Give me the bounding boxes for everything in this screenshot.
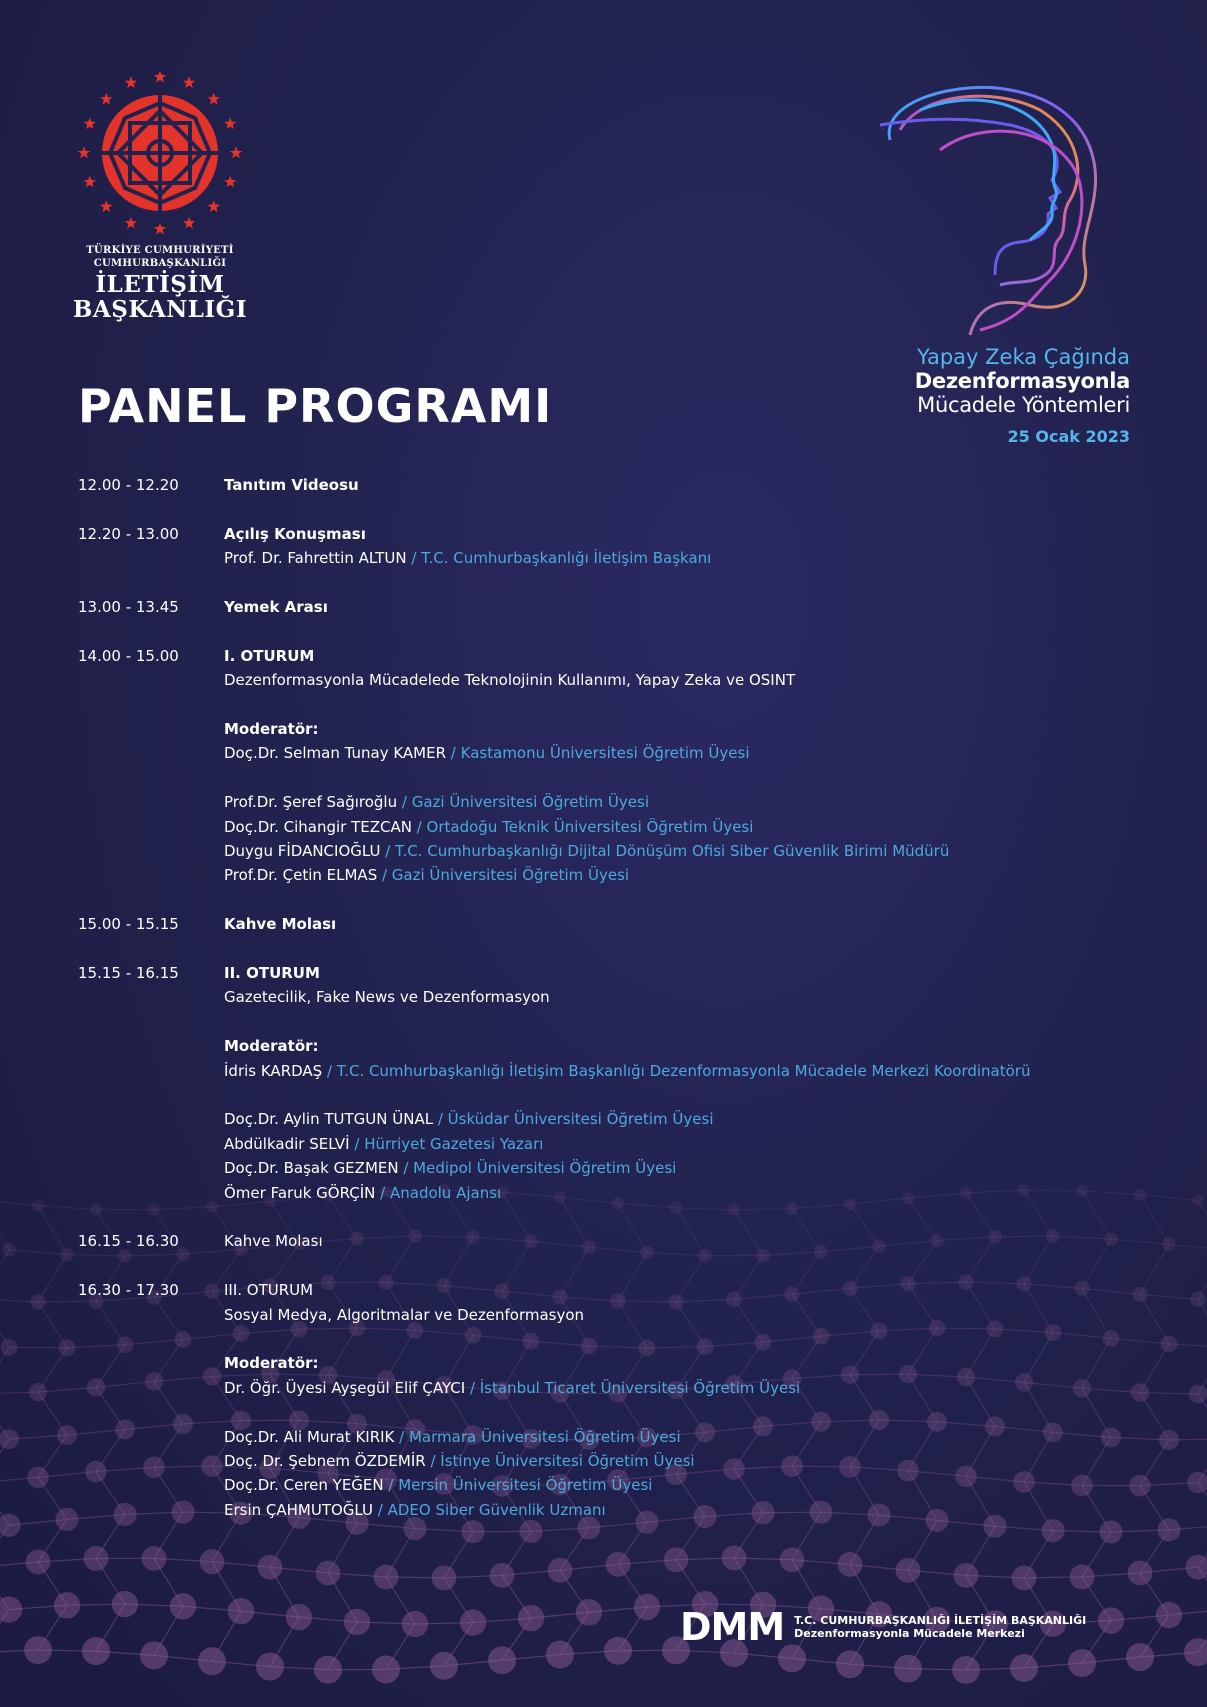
- emblem-star-icon: [125, 217, 137, 229]
- speaker-name: Prof.Dr. Şeref Sağıroğlu: [224, 793, 398, 812]
- session-title: III. OTURUM: [224, 1281, 314, 1300]
- speaker-line: [224, 1132, 1158, 1156]
- speaker-line: [224, 1156, 1158, 1180]
- speaker-role: / Anadolu Ajansı: [375, 1183, 502, 1202]
- emblem-star-icon: [84, 176, 96, 188]
- moderator-label: Moderatör:: [224, 720, 319, 738]
- emblem-star-icon: [208, 200, 220, 212]
- event-title-line-3: Mücadele Yöntemleri: [917, 393, 1130, 417]
- speaker-role: / Üsküdar Üniversitesi Öğretim Üyesi: [433, 1110, 714, 1129]
- session-title: I. OTURUM: [224, 646, 315, 665]
- moderator-name: Dr. Öğr. Üyesi Ayşegül Elif ÇAYCI: [224, 1378, 466, 1397]
- face-profile-icon: [880, 80, 1130, 340]
- speaker-name: Ersin ÇAHMUTOĞLU: [224, 1500, 374, 1519]
- iletisim-baskanligi-logo: [70, 68, 250, 322]
- speaker-name: Prof. Dr. Fahrettin ALTUN: [224, 549, 407, 568]
- moderator-role: / Kastamonu Üniversitesi Öğretim Üyesi: [446, 744, 750, 763]
- speaker-role: / Marmara Üniversitesi Öğretim Üyesi: [394, 1427, 681, 1446]
- session-subtitle: Dezenformasyonla Mücadelede Teknolojinin Kullanımı, Yapay Zeka ve OSINT: [224, 671, 796, 690]
- speaker-line: [224, 1449, 1158, 1473]
- emblem-star-icon: [224, 176, 236, 188]
- program-slot: [78, 912, 1158, 936]
- slot-time: 13.00 - 13.45: [78, 598, 179, 616]
- speaker-line: [224, 1181, 1158, 1205]
- slot-title: Kahve Molası: [224, 915, 337, 934]
- slot-time: 12.20 - 13.00: [78, 524, 179, 543]
- speaker-name: Doç.Dr. Aylin TUTGUN ÜNAL: [224, 1110, 434, 1129]
- presidency-emblem-icon: [75, 68, 245, 238]
- speaker-role: / T.C. Cumhurbaşkanlığı Dijital Dönüşüm Ofisi Siber Güvenlik Birimi Müdürü: [380, 842, 950, 861]
- emblem-star-icon: [230, 147, 242, 159]
- moderator-name: İdris KARDAŞ: [224, 1061, 323, 1080]
- dmm-logo: DMM: [680, 1605, 785, 1649]
- moderator-name: Doç.Dr. Selman Tunay KAMER: [224, 744, 447, 763]
- moderator-line: [224, 1059, 1158, 1083]
- emblem-star-icon: [183, 217, 195, 229]
- program-slot: [78, 473, 1158, 497]
- speaker-line: [224, 815, 1158, 839]
- program-slot: [78, 1278, 1158, 1522]
- slot-time: 15.15 - 16.15: [78, 964, 179, 983]
- emblem-star-icon: [208, 93, 220, 105]
- emblem-star-icon: [224, 117, 236, 129]
- speaker-role: / ADEO Siber Güvenlik Uzmanı: [373, 1500, 606, 1519]
- speaker-name: Doç.Dr. Ali Murat KIRIK: [224, 1427, 395, 1446]
- speaker-role: / İstinye Üniversitesi Öğretim Üyesi: [425, 1452, 695, 1471]
- emblem-star-icon: [154, 71, 166, 83]
- speaker-role: / Hürriyet Gazetesi Yazarı: [349, 1134, 544, 1153]
- moderator-role: / T.C. Cumhurbaşkanlığı İletişim Başkanlığı Dezenformasyonla Mücadele Merkezi Koordinatörü: [322, 1061, 1031, 1080]
- program-slot: [78, 1229, 1158, 1253]
- program-slot: [78, 961, 1158, 1205]
- org-line-3: İLETİŞİM: [95, 271, 225, 298]
- speaker-line: [224, 863, 1158, 887]
- speaker-name: Doç. Dr. Şebnem ÖZDEMİR: [224, 1452, 426, 1471]
- speaker-role: / Medipol Üniversitesi Öğretim Üyesi: [398, 1159, 677, 1178]
- event-title-line-1: Yapay Zeka Çağında: [917, 345, 1130, 369]
- session-subtitle: Sosyal Medya, Algoritmalar ve Dezenformasyon: [224, 1305, 585, 1324]
- program-list: [78, 473, 1158, 1547]
- slot-time: 15.00 - 15.15: [78, 915, 179, 934]
- slot-title: Tanıtım Videosu: [224, 476, 359, 494]
- speaker-line: [224, 1107, 1158, 1131]
- moderator-label: Moderatör:: [224, 1354, 319, 1373]
- page-title: PANEL PROGRAMI: [78, 379, 553, 433]
- slot-time: 14.00 - 15.00: [78, 646, 179, 665]
- speaker-line: [224, 1498, 1158, 1522]
- speaker-role: / T.C. Cumhurbaşkanlığı İletişim Başkanı: [406, 549, 712, 568]
- program-slot: [78, 644, 1158, 888]
- speaker-role: / Gazi Üniversitesi Öğretim Üyesi: [377, 866, 630, 885]
- session-title: II. OTURUM: [224, 964, 320, 983]
- speaker-name: Doç.Dr. Başak GEZMEN: [224, 1159, 399, 1178]
- org-line-4: BAŞKANLIĞI: [72, 296, 248, 323]
- footer-line-1: T.C. CUMHURBAŞKANLIĞI İLETİŞİM BAŞKANLIĞI: [794, 1614, 1087, 1627]
- slot-title: Yemek Arası: [224, 598, 328, 616]
- footer-line-2: Dezenformasyonla Mücadele Merkezi: [794, 1627, 1025, 1640]
- moderator-line: [224, 1376, 1158, 1400]
- speaker-line: [224, 1473, 1158, 1497]
- slot-time: 16.15 - 16.30: [78, 1232, 179, 1251]
- speaker-line: [224, 1425, 1158, 1449]
- dmm-logo-block: [680, 1605, 1087, 1649]
- org-line-2: CUMHURBAŞKANLIĞI: [93, 258, 227, 269]
- speaker-name: Ömer Faruk GÖRÇİN: [224, 1183, 376, 1202]
- emblem-star-icon: [78, 147, 90, 159]
- slot-time: 12.00 - 12.20: [78, 476, 179, 494]
- speaker-role: / Mersin Üniversitesi Öğretim Üyesi: [383, 1476, 653, 1495]
- program-slot: [78, 595, 1158, 619]
- speaker-role: / Gazi Üniversitesi Öğretim Üyesi: [397, 793, 649, 812]
- moderator-line: [224, 741, 1158, 765]
- emblem-star-icon: [100, 93, 112, 105]
- speaker-name: Duygu FİDANCIOĞLU: [224, 842, 381, 861]
- speaker-line: [224, 790, 1158, 814]
- emblem-star-icon: [154, 223, 166, 235]
- moderator-label: Moderatör:: [224, 1037, 319, 1056]
- slot-title: Açılış Konuşması: [224, 524, 366, 543]
- speaker-role: / Ortadoğu Teknik Üniversitesi Öğretim Üyesi: [411, 817, 754, 836]
- moderator-role: / İstanbul Ticaret Üniversitesi Öğretim Üyesi: [465, 1378, 801, 1397]
- speaker-line: [224, 546, 1158, 570]
- org-line-1: TÜRKİYE CUMHURİYETİ: [86, 245, 234, 256]
- speaker-name: Doç.Dr. Cihangir TEZCAN: [224, 817, 412, 836]
- slot-title: Kahve Molası: [224, 1232, 323, 1251]
- speaker-name: Doç.Dr. Ceren YEĞEN: [224, 1476, 384, 1495]
- emblem-star-icon: [100, 200, 112, 212]
- speaker-name: Prof.Dr. Çetin ELMAS: [224, 866, 378, 885]
- speaker-name: Abdülkadir SELVİ: [224, 1134, 350, 1153]
- event-date: 25 Ocak 2023: [1007, 427, 1130, 446]
- program-slot: [78, 522, 1158, 571]
- emblem-star-icon: [84, 117, 96, 129]
- speaker-line: [224, 839, 1158, 863]
- emblem-star-icon: [183, 76, 195, 88]
- event-title-line-2: Dezenformasyonla: [914, 369, 1130, 393]
- session-subtitle: Gazetecilik, Fake News ve Dezenformasyon: [224, 988, 550, 1007]
- slot-time: 16.30 - 17.30: [78, 1281, 179, 1300]
- emblem-star-icon: [125, 76, 137, 88]
